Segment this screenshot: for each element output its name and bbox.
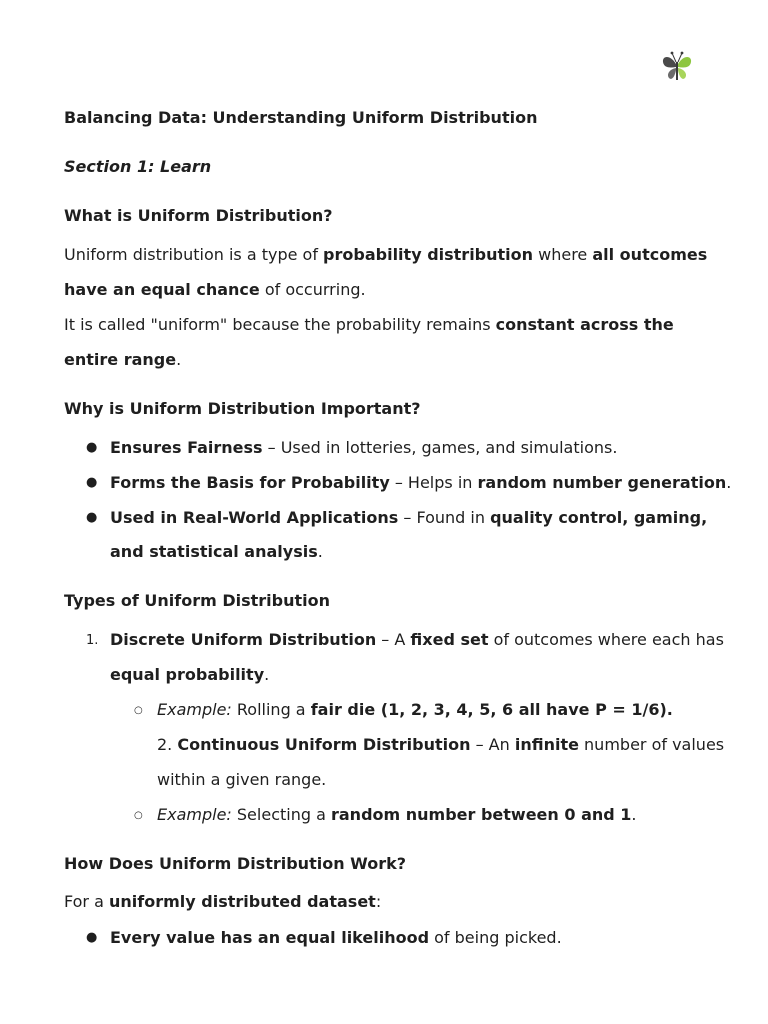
how-paragraph: For a uniformly distributed dataset: <box>64 892 382 911</box>
butterfly-logo-icon <box>660 50 694 86</box>
why-heading: Why is Uniform Distribution Important? <box>64 399 421 418</box>
section-heading: Section 1: Learn <box>64 157 212 176</box>
what-paragraph-line2: have an equal chance of occurring. <box>64 280 366 299</box>
document-title: Balancing Data: Understanding Uniform Distribution <box>64 108 538 127</box>
bullet-icon: ● <box>86 440 98 455</box>
bullet-icon: ● <box>86 930 98 945</box>
why-item-basis: Forms the Basis for Probability – Helps in random number generation. <box>110 473 732 492</box>
why-item-fairness: Ensures Fairness – Used in lotteries, games, and simulations. <box>110 438 618 457</box>
how-item: Every value has an equal likelihood of being picked. <box>110 928 562 947</box>
discrete-example: Example: Rolling a fair die (1, 2, 3, 4, 5, 6 all have P = 1/6). <box>157 700 673 719</box>
bullet-icon: ● <box>86 475 98 490</box>
uniform-paragraph-line2: entire range. <box>64 350 182 369</box>
types-heading: Types of Uniform Distribution <box>64 591 330 610</box>
why-item-real-world: Used in Real-World Applications – Found in quality control, gaming, <box>110 508 708 527</box>
bullet-icon: ● <box>86 510 98 525</box>
discrete-item-cont: equal probability. <box>110 665 270 684</box>
why-item-real-world-cont: and statistical analysis. <box>110 542 323 561</box>
uniform-paragraph-line1: It is called "uniform" because the probability remains constant across the <box>64 315 674 334</box>
discrete-item: Discrete Uniform Distribution – A fixed set of outcomes where each has <box>110 630 724 649</box>
continuous-item: 2. Continuous Uniform Distribution – An infinite number of values <box>157 735 725 754</box>
continuous-item-cont: within a given range. <box>157 770 327 789</box>
what-paragraph-line1: Uniform distribution is a type of probability distribution where all outcomes <box>64 245 708 264</box>
list-number: 1. <box>86 633 99 648</box>
circle-bullet-icon: ○ <box>134 705 143 716</box>
circle-bullet-icon: ○ <box>134 810 143 821</box>
how-heading: How Does Uniform Distribution Work? <box>64 854 407 873</box>
what-heading: What is Uniform Distribution? <box>64 206 333 225</box>
continuous-example: Example: Selecting a random number between 0 and 1. <box>157 805 637 824</box>
